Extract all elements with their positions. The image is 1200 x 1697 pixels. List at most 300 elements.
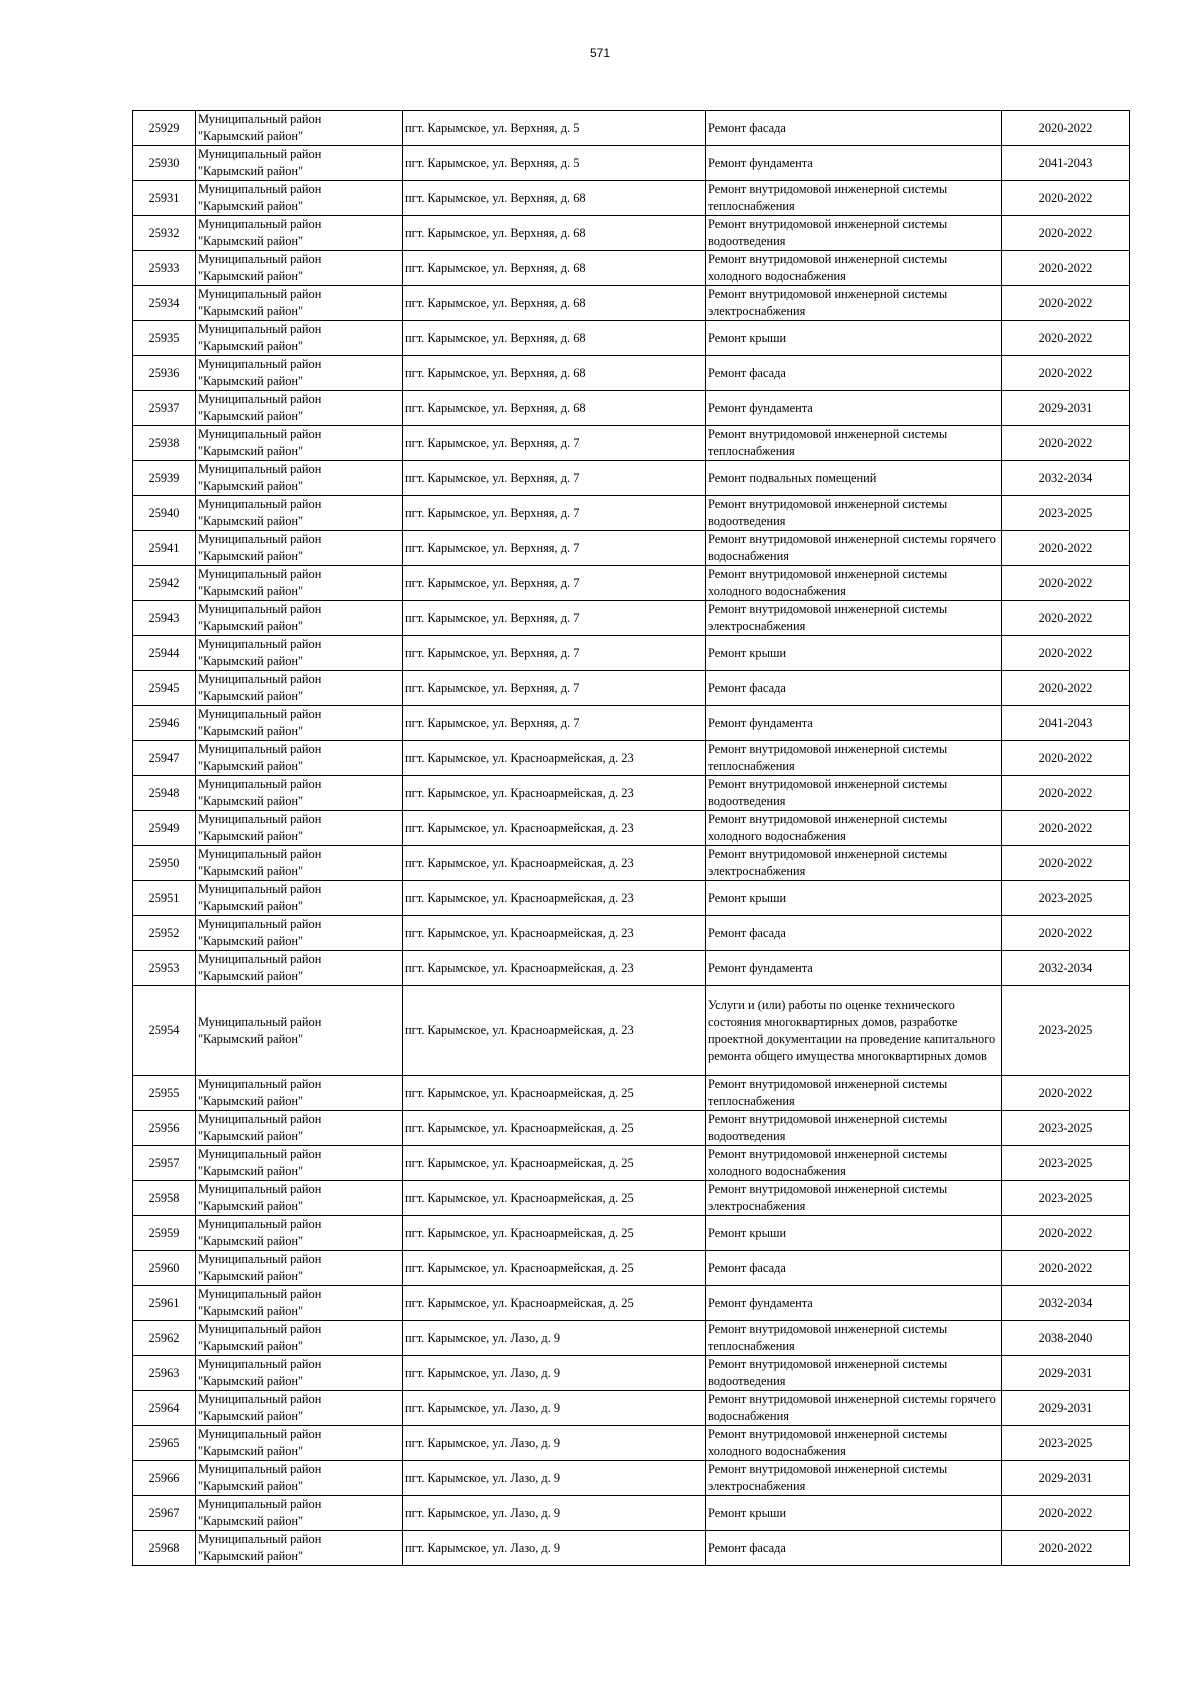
municipality-cell xyxy=(196,1391,403,1426)
municipality-cell xyxy=(196,601,403,636)
table-row xyxy=(133,1111,1130,1146)
table-row xyxy=(133,811,1130,846)
table-row xyxy=(133,531,1130,566)
row-number-cell: 25931 xyxy=(133,181,196,216)
table-row xyxy=(133,251,1130,286)
municipality-line-2: "Карымский район" xyxy=(198,199,304,213)
municipality-line-2: "Карымский район" xyxy=(198,1031,304,1046)
municipality-line-1: Муниципальный район xyxy=(198,1322,322,1336)
row-number-cell: 25966 xyxy=(133,1461,196,1496)
municipality-line-1: Муниципальный район xyxy=(198,182,322,196)
municipality-line-2: "Карымский район" xyxy=(198,269,304,283)
address-cell: пгт. Карымское, ул. Красноармейская, д. 25 xyxy=(403,1146,706,1181)
table-row xyxy=(133,706,1130,741)
address-cell: пгт. Карымское, ул. Красноармейская, д. 23 xyxy=(403,881,706,916)
municipality-line-1: Муниципальный район xyxy=(198,532,322,546)
work-type-cell: Ремонт внутридомовой инженерной системы холодного водоснабжения xyxy=(706,1146,1002,1181)
municipality-line-2: "Карымский район" xyxy=(198,1269,304,1283)
address-cell: пгт. Карымское, ул. Верхняя, д. 68 xyxy=(403,216,706,251)
address-cell: пгт. Карымское, ул. Красноармейская, д. 23 xyxy=(403,811,706,846)
table-body xyxy=(133,111,1130,1566)
municipality-line-1: Муниципальный район xyxy=(198,1112,322,1126)
table-row xyxy=(133,1356,1130,1391)
period-cell: 2020-2022 xyxy=(1002,286,1130,321)
municipality-line-1: Муниципальный район xyxy=(198,952,322,966)
table-row xyxy=(133,321,1130,356)
row-number-cell: 25938 xyxy=(133,426,196,461)
municipality-line-2: "Карымский район" xyxy=(198,1304,304,1318)
row-number-cell: 25964 xyxy=(133,1391,196,1426)
municipality-cell xyxy=(196,671,403,706)
municipality-cell xyxy=(196,1496,403,1531)
municipality-line-1: Муниципальный район xyxy=(198,917,322,931)
row-number-cell: 25944 xyxy=(133,636,196,671)
municipality-line-2: "Карымский район" xyxy=(198,1514,304,1528)
period-cell: 2038-2040 xyxy=(1002,1321,1130,1356)
row-number-cell: 25954 xyxy=(133,986,196,1076)
municipality-cell xyxy=(196,181,403,216)
period-cell: 2020-2022 xyxy=(1002,601,1130,636)
municipality-line-1: Муниципальный район xyxy=(198,112,322,126)
municipality-line-1: Муниципальный район xyxy=(198,1182,322,1196)
period-cell: 2020-2022 xyxy=(1002,251,1130,286)
table-row xyxy=(133,356,1130,391)
municipality-cell xyxy=(196,1461,403,1496)
municipality-line-2: "Карымский район" xyxy=(198,1199,304,1213)
municipality-line-1: Муниципальный район xyxy=(198,392,322,406)
municipality-cell xyxy=(196,251,403,286)
table-row xyxy=(133,951,1130,986)
municipality-cell xyxy=(196,286,403,321)
municipality-line-2: "Карымский район" xyxy=(198,444,304,458)
work-type-cell: Ремонт фундамента xyxy=(706,146,1002,181)
municipality-line-1: Муниципальный район xyxy=(198,847,322,861)
municipality-line-1: Муниципальный район xyxy=(198,252,322,266)
page-number: 571 xyxy=(589,46,611,60)
period-cell: 2032-2034 xyxy=(1002,1286,1130,1321)
work-type-cell: Ремонт внутридомовой инженерной системы теплоснабжения xyxy=(706,426,1002,461)
municipality-line-1: Муниципальный район xyxy=(198,1014,322,1029)
row-number-cell: 25951 xyxy=(133,881,196,916)
table-row xyxy=(133,1391,1130,1426)
municipality-line-2: "Карымский район" xyxy=(198,969,304,983)
row-number-cell: 25955 xyxy=(133,1076,196,1111)
table-row xyxy=(133,1426,1130,1461)
period-cell: 2029-2031 xyxy=(1002,391,1130,426)
municipality-line-1: Муниципальный район xyxy=(198,1287,322,1301)
address-cell: пгт. Карымское, ул. Верхняя, д. 68 xyxy=(403,391,706,426)
address-cell: пгт. Карымское, ул. Лазо, д. 9 xyxy=(403,1531,706,1566)
municipality-line-2: "Карымский район" xyxy=(198,374,304,388)
address-cell: пгт. Карымское, ул. Лазо, д. 9 xyxy=(403,1461,706,1496)
table-row xyxy=(133,1461,1130,1496)
municipality-cell xyxy=(196,1181,403,1216)
row-number-cell: 25952 xyxy=(133,916,196,951)
municipality-line-2: "Карымский район" xyxy=(198,164,304,178)
work-type-cell: Ремонт фасада xyxy=(706,111,1002,146)
row-number-cell: 25948 xyxy=(133,776,196,811)
table-row xyxy=(133,1146,1130,1181)
work-type-cell: Ремонт внутридомовой инженерной системы водоотведения xyxy=(706,1356,1002,1391)
address-cell: пгт. Карымское, ул. Красноармейская, д. 25 xyxy=(403,1181,706,1216)
period-cell: 2041-2043 xyxy=(1002,706,1130,741)
municipality-line-2: "Карымский район" xyxy=(198,654,304,668)
table-row xyxy=(133,881,1130,916)
address-cell: пгт. Карымское, ул. Красноармейская, д. 23 xyxy=(403,986,706,1076)
municipality-line-1: Муниципальный район xyxy=(198,1357,322,1371)
municipality-line-2: "Карымский район" xyxy=(198,1094,304,1108)
work-type-cell: Ремонт фасада xyxy=(706,916,1002,951)
period-cell: 2029-2031 xyxy=(1002,1461,1130,1496)
work-type-cell: Ремонт внутридомовой инженерной системы горячего водоснабжения xyxy=(706,531,1002,566)
work-type-cell: Ремонт фасада xyxy=(706,1251,1002,1286)
row-number-cell: 25941 xyxy=(133,531,196,566)
address-cell: пгт. Карымское, ул. Верхняя, д. 7 xyxy=(403,706,706,741)
table-row xyxy=(133,181,1130,216)
address-cell: пгт. Карымское, ул. Красноармейская, д. 23 xyxy=(403,846,706,881)
municipality-line-1: Муниципальный район xyxy=(198,287,322,301)
municipality-cell xyxy=(196,706,403,741)
table-row xyxy=(133,1076,1130,1111)
municipality-line-2: "Карымский район" xyxy=(198,514,304,528)
municipality-cell xyxy=(196,1356,403,1391)
address-cell: пгт. Карымское, ул. Красноармейская, д. 23 xyxy=(403,951,706,986)
row-number-cell: 25939 xyxy=(133,461,196,496)
address-cell: пгт. Карымское, ул. Лазо, д. 9 xyxy=(403,1391,706,1426)
period-cell: 2023-2025 xyxy=(1002,1426,1130,1461)
row-number-cell: 25956 xyxy=(133,1111,196,1146)
period-cell: 2041-2043 xyxy=(1002,146,1130,181)
period-cell: 2032-2034 xyxy=(1002,461,1130,496)
table-row xyxy=(133,601,1130,636)
period-cell: 2023-2025 xyxy=(1002,496,1130,531)
table-row xyxy=(133,741,1130,776)
municipality-cell xyxy=(196,496,403,531)
municipality-cell xyxy=(196,321,403,356)
period-cell: 2032-2034 xyxy=(1002,951,1130,986)
row-number-cell: 25942 xyxy=(133,566,196,601)
municipality-line-1: Муниципальный район xyxy=(198,1147,322,1161)
municipality-cell xyxy=(196,881,403,916)
municipality-line-1: Муниципальный район xyxy=(198,1427,322,1441)
address-cell: пгт. Карымское, ул. Верхняя, д. 5 xyxy=(403,111,706,146)
work-type-cell: Ремонт фундамента xyxy=(706,951,1002,986)
work-type-cell: Ремонт фасада xyxy=(706,671,1002,706)
municipality-line-1: Муниципальный район xyxy=(198,322,322,336)
municipality-line-2: "Карымский район" xyxy=(198,759,304,773)
municipality-line-1: Муниципальный район xyxy=(198,357,322,371)
work-type-cell: Ремонт внутридомовой инженерной системы холодного водоснабжения xyxy=(706,1426,1002,1461)
municipality-line-2: "Карымский район" xyxy=(198,1129,304,1143)
municipality-line-1: Муниципальный район xyxy=(198,1077,322,1091)
row-number-cell: 25967 xyxy=(133,1496,196,1531)
work-type-cell: Ремонт крыши xyxy=(706,1216,1002,1251)
address-cell: пгт. Карымское, ул. Верхняя, д. 7 xyxy=(403,531,706,566)
row-number-cell: 25953 xyxy=(133,951,196,986)
municipality-cell xyxy=(196,986,403,1076)
period-cell: 2020-2022 xyxy=(1002,776,1130,811)
period-cell: 2020-2022 xyxy=(1002,426,1130,461)
row-number-cell: 25932 xyxy=(133,216,196,251)
municipality-cell xyxy=(196,776,403,811)
row-number-cell: 25950 xyxy=(133,846,196,881)
work-type-cell: Ремонт фундамента xyxy=(706,706,1002,741)
row-number-cell: 25960 xyxy=(133,1251,196,1286)
table-row xyxy=(133,146,1130,181)
row-number-cell: 25943 xyxy=(133,601,196,636)
municipality-line-2: "Карымский район" xyxy=(198,689,304,703)
table-row xyxy=(133,391,1130,426)
row-number-cell: 25965 xyxy=(133,1426,196,1461)
work-type-cell: Ремонт внутридомовой инженерной системы теплоснабжения xyxy=(706,741,1002,776)
address-cell: пгт. Карымское, ул. Верхняя, д. 7 xyxy=(403,566,706,601)
period-cell: 2029-2031 xyxy=(1002,1356,1130,1391)
work-type-cell: Ремонт внутридомовой инженерной системы электроснабжения xyxy=(706,1181,1002,1216)
municipality-cell xyxy=(196,846,403,881)
municipality-cell xyxy=(196,531,403,566)
municipality-line-2: "Карымский район" xyxy=(198,724,304,738)
row-number-cell: 25937 xyxy=(133,391,196,426)
municipality-line-2: "Карымский район" xyxy=(198,864,304,878)
period-cell: 2020-2022 xyxy=(1002,1251,1130,1286)
period-cell: 2023-2025 xyxy=(1002,881,1130,916)
municipality-line-2: "Карымский район" xyxy=(198,794,304,808)
municipality-line-1: Муниципальный район xyxy=(198,497,322,511)
work-type-cell: Ремонт внутридомовой инженерной системы холодного водоснабжения xyxy=(706,566,1002,601)
municipality-cell xyxy=(196,916,403,951)
row-number-cell: 25963 xyxy=(133,1356,196,1391)
table-row xyxy=(133,636,1130,671)
work-type-cell: Ремонт внутридомовой инженерной системы водоотведения xyxy=(706,1111,1002,1146)
period-cell: 2020-2022 xyxy=(1002,111,1130,146)
work-type-cell: Ремонт внутридомовой инженерной системы горячего водоснабжения xyxy=(706,1391,1002,1426)
municipality-cell xyxy=(196,356,403,391)
table-row xyxy=(133,496,1130,531)
period-cell: 2020-2022 xyxy=(1002,216,1130,251)
row-number-cell: 25947 xyxy=(133,741,196,776)
work-type-cell: Ремонт внутридомовой инженерной системы теплоснабжения xyxy=(706,1321,1002,1356)
address-cell: пгт. Карымское, ул. Лазо, д. 9 xyxy=(403,1496,706,1531)
municipality-cell xyxy=(196,391,403,426)
period-cell: 2020-2022 xyxy=(1002,1531,1130,1566)
table-row xyxy=(133,916,1130,951)
period-cell: 2020-2022 xyxy=(1002,1216,1130,1251)
work-type-cell: Ремонт фасада xyxy=(706,356,1002,391)
municipality-line-1: Муниципальный район xyxy=(198,1252,322,1266)
municipality-cell xyxy=(196,1531,403,1566)
address-cell: пгт. Карымское, ул. Верхняя, д. 68 xyxy=(403,321,706,356)
address-cell: пгт. Карымское, ул. Верхняя, д. 68 xyxy=(403,356,706,391)
row-number-cell: 25958 xyxy=(133,1181,196,1216)
municipality-line-1: Муниципальный район xyxy=(198,567,322,581)
table-row xyxy=(133,671,1130,706)
period-cell: 2020-2022 xyxy=(1002,531,1130,566)
municipality-cell xyxy=(196,1076,403,1111)
row-number-cell: 25962 xyxy=(133,1321,196,1356)
address-cell: пгт. Карымское, ул. Верхняя, д. 5 xyxy=(403,146,706,181)
address-cell: пгт. Карымское, ул. Красноармейская, д. 25 xyxy=(403,1111,706,1146)
address-cell: пгт. Карымское, ул. Верхняя, д. 7 xyxy=(403,601,706,636)
period-cell: 2023-2025 xyxy=(1002,1111,1130,1146)
municipality-line-2: "Карымский район" xyxy=(198,1164,304,1178)
municipality-line-2: "Карымский район" xyxy=(198,829,304,843)
row-number-cell: 25957 xyxy=(133,1146,196,1181)
row-number-cell: 25935 xyxy=(133,321,196,356)
municipality-line-2: "Карымский район" xyxy=(198,1444,304,1458)
row-number-cell: 25961 xyxy=(133,1286,196,1321)
municipality-cell xyxy=(196,461,403,496)
municipality-line-2: "Карымский район" xyxy=(198,584,304,598)
table-row xyxy=(133,216,1130,251)
municipality-line-1: Муниципальный район xyxy=(198,672,322,686)
period-cell: 2020-2022 xyxy=(1002,1076,1130,1111)
work-type-cell: Услуги и (или) работы по оценке технического состояния многоквартирных домов, разработке проектной документации на проведение капитального ремонта общего имущества многоквартирных домов xyxy=(706,986,1002,1076)
work-type-cell: Ремонт внутридомовой инженерной системы электроснабжения xyxy=(706,846,1002,881)
period-cell: 2020-2022 xyxy=(1002,916,1130,951)
municipality-cell xyxy=(196,951,403,986)
address-cell: пгт. Карымское, ул. Лазо, д. 9 xyxy=(403,1356,706,1391)
municipality-cell xyxy=(196,1251,403,1286)
municipality-line-1: Муниципальный район xyxy=(198,462,322,476)
municipality-line-2: "Карымский район" xyxy=(198,129,304,143)
table-row xyxy=(133,426,1130,461)
municipality-cell xyxy=(196,1286,403,1321)
work-type-cell: Ремонт внутридомовой инженерной системы теплоснабжения xyxy=(706,181,1002,216)
work-type-cell: Ремонт внутридомовой инженерной системы холодного водоснабжения xyxy=(706,251,1002,286)
municipality-line-1: Муниципальный район xyxy=(198,742,322,756)
address-cell: пгт. Карымское, ул. Красноармейская, д. 23 xyxy=(403,916,706,951)
municipality-cell xyxy=(196,741,403,776)
municipality-line-1: Муниципальный район xyxy=(198,1532,322,1546)
address-cell: пгт. Карымское, ул. Лазо, д. 9 xyxy=(403,1321,706,1356)
table-row xyxy=(133,1251,1130,1286)
municipality-line-2: "Карымский район" xyxy=(198,304,304,318)
table-row xyxy=(133,1321,1130,1356)
period-cell: 2023-2025 xyxy=(1002,1146,1130,1181)
row-number-cell: 25930 xyxy=(133,146,196,181)
municipality-line-1: Муниципальный район xyxy=(198,1497,322,1511)
municipality-cell xyxy=(196,1321,403,1356)
municipality-line-2: "Карымский район" xyxy=(198,234,304,248)
row-number-cell: 25959 xyxy=(133,1216,196,1251)
municipality-line-2: "Карымский район" xyxy=(198,899,304,913)
period-cell: 2020-2022 xyxy=(1002,181,1130,216)
table-row xyxy=(133,1286,1130,1321)
table-row xyxy=(133,1496,1130,1531)
municipality-cell xyxy=(196,216,403,251)
table-row xyxy=(133,846,1130,881)
municipality-line-2: "Карымский район" xyxy=(198,339,304,353)
address-cell: пгт. Карымское, ул. Верхняя, д. 68 xyxy=(403,286,706,321)
table-row xyxy=(133,286,1130,321)
work-type-cell: Ремонт внутридомовой инженерной системы водоотведения xyxy=(706,496,1002,531)
work-type-cell: Ремонт внутридомовой инженерной системы водоотведения xyxy=(706,216,1002,251)
municipality-line-1: Муниципальный район xyxy=(198,1392,322,1406)
municipality-line-1: Муниципальный район xyxy=(198,1462,322,1476)
municipality-cell xyxy=(196,146,403,181)
row-number-cell: 25968 xyxy=(133,1531,196,1566)
municipality-line-1: Муниципальный район xyxy=(198,427,322,441)
municipality-cell xyxy=(196,636,403,671)
municipality-cell xyxy=(196,1426,403,1461)
municipality-line-1: Муниципальный район xyxy=(198,1217,322,1231)
municipality-cell xyxy=(196,566,403,601)
address-cell: пгт. Карымское, ул. Верхняя, д. 7 xyxy=(403,636,706,671)
period-cell: 2020-2022 xyxy=(1002,846,1130,881)
row-number-cell: 25946 xyxy=(133,706,196,741)
address-cell: пгт. Карымское, ул. Верхняя, д. 7 xyxy=(403,426,706,461)
address-cell: пгт. Карымское, ул. Красноармейская, д. 25 xyxy=(403,1251,706,1286)
table-row xyxy=(133,566,1130,601)
municipality-cell xyxy=(196,426,403,461)
table-row xyxy=(133,1181,1130,1216)
municipality-line-1: Муниципальный район xyxy=(198,812,322,826)
work-type-cell: Ремонт внутридомовой инженерной системы водоотведения xyxy=(706,776,1002,811)
work-type-cell: Ремонт фундамента xyxy=(706,391,1002,426)
municipality-line-1: Муниципальный район xyxy=(198,602,322,616)
municipality-line-1: Муниципальный район xyxy=(198,777,322,791)
municipality-line-1: Муниципальный район xyxy=(198,147,322,161)
table-row xyxy=(133,776,1130,811)
work-type-cell: Ремонт подвальных помещений xyxy=(706,461,1002,496)
work-type-cell: Ремонт крыши xyxy=(706,1496,1002,1531)
municipality-cell xyxy=(196,811,403,846)
municipality-line-2: "Карымский район" xyxy=(198,1479,304,1493)
address-cell: пгт. Карымское, ул. Красноармейская, д. 23 xyxy=(403,776,706,811)
row-number-cell: 25934 xyxy=(133,286,196,321)
municipality-line-2: "Карымский район" xyxy=(198,934,304,948)
address-cell: пгт. Карымское, ул. Верхняя, д. 68 xyxy=(403,181,706,216)
municipality-cell xyxy=(196,1111,403,1146)
table-row xyxy=(133,461,1130,496)
row-number-cell: 25933 xyxy=(133,251,196,286)
table-row xyxy=(133,111,1130,146)
municipality-line-1: Муниципальный район xyxy=(198,882,322,896)
address-cell: пгт. Карымское, ул. Верхняя, д. 7 xyxy=(403,671,706,706)
municipality-line-2: "Карымский район" xyxy=(198,619,304,633)
repair-schedule-table xyxy=(132,110,1130,1566)
work-type-cell: Ремонт крыши xyxy=(706,881,1002,916)
address-cell: пгт. Карымское, ул. Верхняя, д. 7 xyxy=(403,461,706,496)
municipality-cell xyxy=(196,1146,403,1181)
row-number-cell: 25929 xyxy=(133,111,196,146)
work-type-cell: Ремонт фасада xyxy=(706,1531,1002,1566)
period-cell: 2020-2022 xyxy=(1002,566,1130,601)
municipality-line-2: "Карымский район" xyxy=(198,1339,304,1353)
work-type-cell: Ремонт внутридомовой инженерной системы холодного водоснабжения xyxy=(706,811,1002,846)
municipality-line-2: "Карымский район" xyxy=(198,409,304,423)
municipality-cell xyxy=(196,1216,403,1251)
address-cell: пгт. Карымское, ул. Красноармейская, д. 25 xyxy=(403,1286,706,1321)
municipality-line-2: "Карымский район" xyxy=(198,479,304,493)
row-number-cell: 25945 xyxy=(133,671,196,706)
municipality-line-1: Муниципальный район xyxy=(198,637,322,651)
municipality-line-2: "Карымский район" xyxy=(198,1234,304,1248)
period-cell: 2029-2031 xyxy=(1002,1391,1130,1426)
municipality-line-1: Муниципальный район xyxy=(198,217,322,231)
table-row xyxy=(133,986,1130,1076)
period-cell: 2020-2022 xyxy=(1002,321,1130,356)
row-number-cell: 25936 xyxy=(133,356,196,391)
period-cell: 2020-2022 xyxy=(1002,356,1130,391)
address-cell: пгт. Карымское, ул. Красноармейская, д. 25 xyxy=(403,1076,706,1111)
row-number-cell: 25940 xyxy=(133,496,196,531)
work-type-cell: Ремонт фундамента xyxy=(706,1286,1002,1321)
work-type-cell: Ремонт внутридомовой инженерной системы электроснабжения xyxy=(706,1461,1002,1496)
address-cell: пгт. Карымское, ул. Красноармейская, д. 25 xyxy=(403,1216,706,1251)
row-number-cell: 25949 xyxy=(133,811,196,846)
work-type-cell: Ремонт внутридомовой инженерной системы электроснабжения xyxy=(706,601,1002,636)
